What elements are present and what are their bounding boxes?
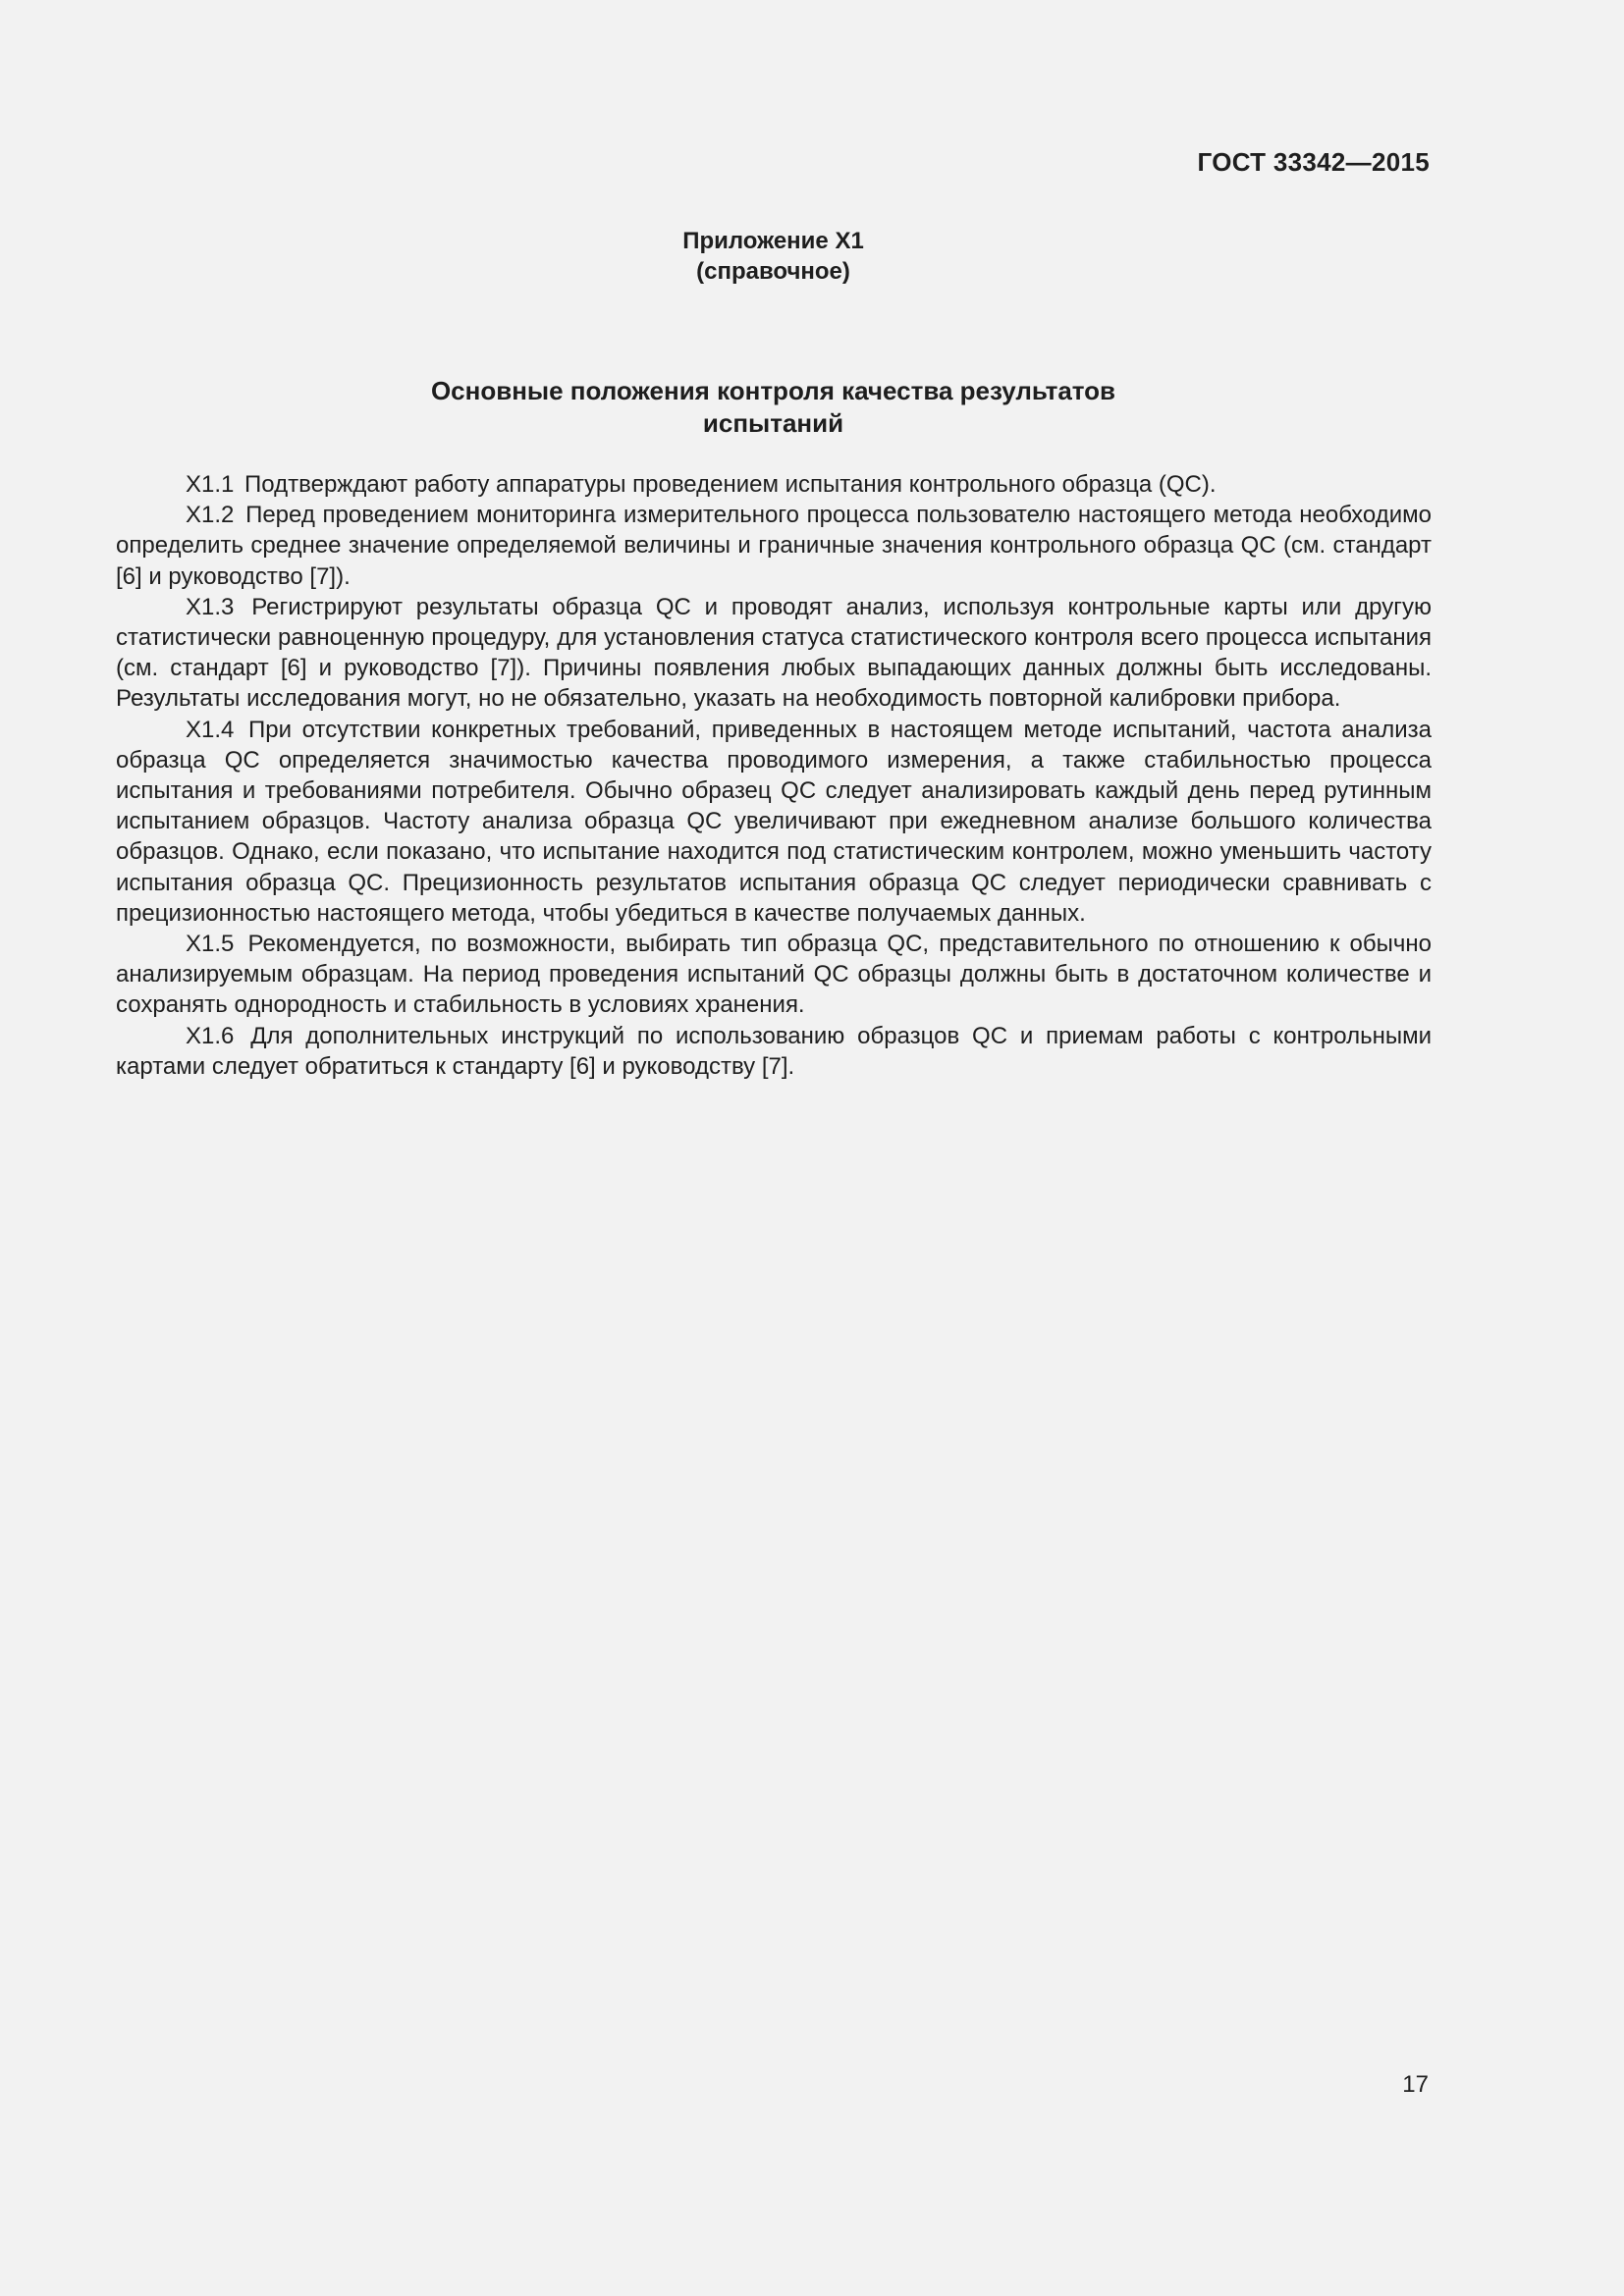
section-title-line-2: испытаний: [702, 408, 844, 438]
paragraph-text: Регистрируют результаты образца QC и проводят анализ, используя контрольные карты или другую статистически равноценную процедуру, для установления статуса статистического контроля всего процесса испытания (см. стандарт [6] и руководство [7]). Причины появления любых выпадающих данных должны быть исследованы. Результаты исследования могут, но не обязательно, указать на необходимость повторной калибровки прибора.: [116, 593, 1432, 713]
page-number: 17: [1402, 2071, 1429, 2098]
appendix-heading: [0, 226, 1546, 287]
body-text: [116, 469, 1432, 1082]
paragraph-x1-4: [116, 715, 1432, 929]
section-title: [0, 375, 1546, 440]
paragraph-x1-2: [116, 500, 1432, 592]
paragraph-text: Для дополнительных инструкций по использованию образцов QC и приемам работы с контрольными картами следует обратиться к стандарту [6] и руководству [7].: [116, 1022, 1432, 1080]
paragraph-number: Х1.3: [186, 593, 235, 620]
paragraph-x1-5: [116, 929, 1432, 1021]
paragraph-number: Х1.1: [186, 471, 235, 498]
document-id-header: ГОСТ 33342—2015: [1197, 147, 1430, 177]
paragraph-text: Перед проведением мониторинга измерительного процесса пользователю настоящего метода необходимо определить среднее значение определяемой величины и граничные значения контрольного образца QC (см. стандарт [6] и руководство [7]).: [116, 502, 1432, 590]
paragraph-number: Х1.5: [186, 931, 235, 958]
section-title-line-1: Основные положения контроля качества результатов: [430, 376, 1116, 405]
paragraph-text: Подтверждают работу аппаратуры проведением испытания контрольного образца (QC).: [244, 471, 1217, 498]
paragraph-text: Рекомендуется, по возможности, выбирать тип образца QC, представительного по отношению к обычно анализируемым образцам. На период проведения испытаний QC образцы должны быть в достаточном количестве и сохранять однородность и стабильность в условиях хранения.: [116, 931, 1433, 1019]
paragraph-text: При отсутствии конкретных требований, приведенных в настоящем методе испытаний, частота анализа образца QC определяется значимостью качества проводимого измерения, а также стабильностью процесса испытания и требованиями потребителя. Обычно образец QC следует анализировать каждый день перед рутинным испытанием образцов. Частоту анализа образца QC увеличивают при ежедневном анализе большого количества образцов. Однако, если показано, что испытание находится под статистическим контролем, можно уменьшить частоту испытания образца QC. Прецизионность результатов испытания образца QC следует периодически сравнивать с прецизионностью настоящего метода, чтобы убедиться в качестве получаемых данных.: [116, 716, 1432, 927]
paragraph-x1-6: [116, 1021, 1432, 1082]
appendix-subtitle: (справочное): [696, 258, 850, 285]
paragraph-x1-3: [116, 592, 1432, 715]
paragraph-number: Х1.4: [186, 716, 235, 743]
paragraph-number: Х1.2: [186, 502, 235, 529]
paragraph-x1-1: [116, 469, 1432, 500]
paragraph-number: Х1.6: [186, 1022, 235, 1049]
appendix-title: Приложение Х1: [682, 228, 864, 254]
